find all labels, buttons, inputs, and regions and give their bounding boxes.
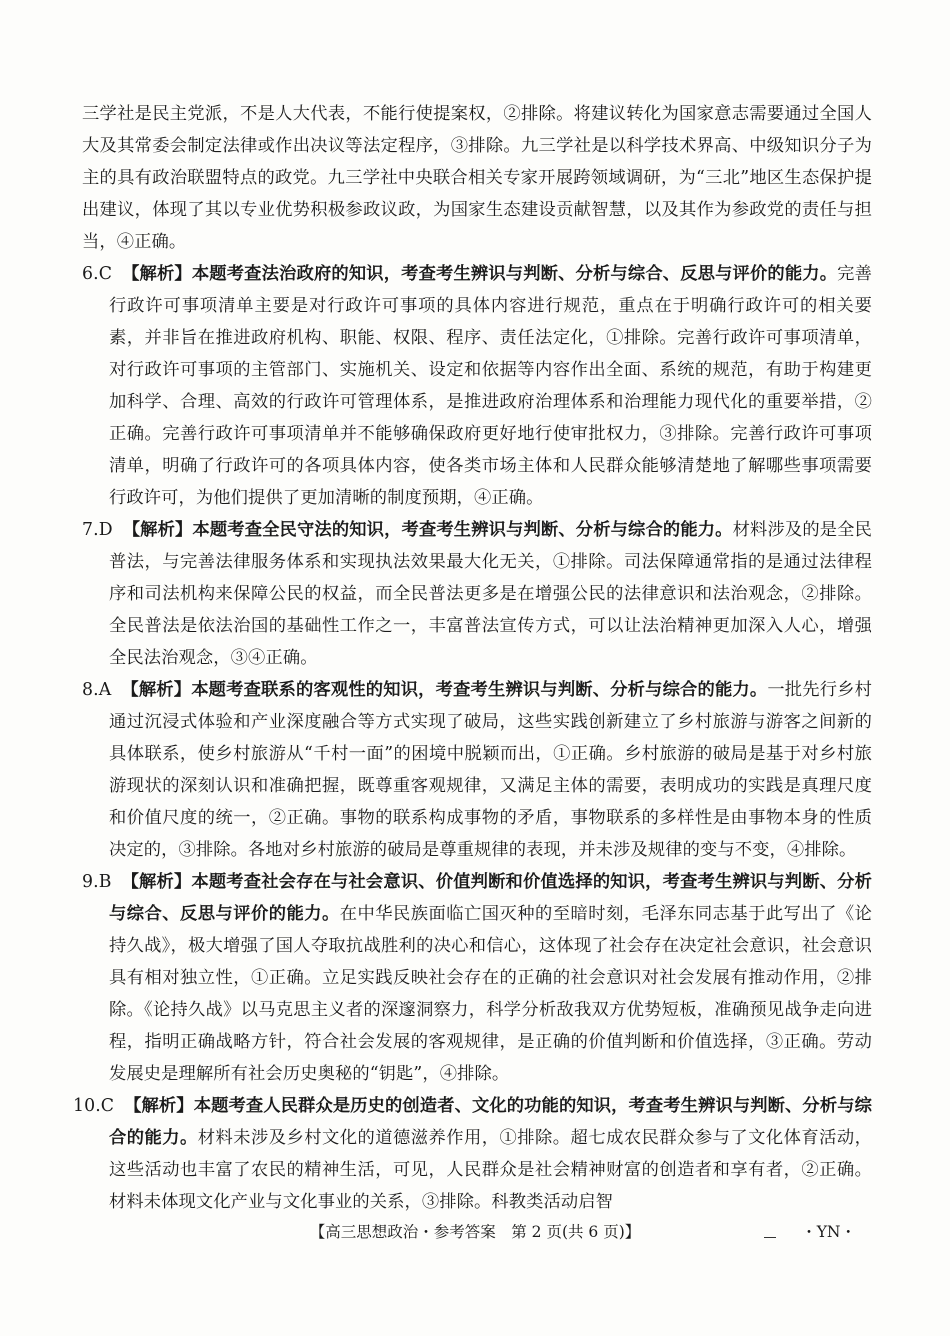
- question-number: 6.: [82, 264, 99, 284]
- footer-dash: [764, 1237, 776, 1238]
- continuation-paragraph: 三学社是民主党派，不是人大代表，不能行使提案权，②排除。将建议转化为国家意志需要通过全国人大及其常委会制定法律或作出决议等法定程序，③排除。九三学社是以科学技术界高、中级知识分子为主的具有政治联盟特点的政党。九三学社中央联合相关专家开展跨领域调研，为“三北”地区生态保护提出建议，体现了其以专业优势积极参政议政，为国家生态建设贡献智慧，以及其作为参政党的责任与担当，④正确。: [82, 104, 872, 252]
- analysis-text: 材料涉及的是全民普法，与完善法律服务体系和实现执法效果最大化无关，①排除。司法保障通常指的是通过法律程序和司法机构来保障公民的权益，而全民普法更多是在增强公民的法律意识和法治观念，②排除。全民普法是依法治国的基础性工作之一，丰富普法宣传方式，可以让法治精神更加深入人心，增强全民法治观念，③④正确。: [109, 520, 872, 668]
- analysis-text: 在中华民族面临亡国灭种的至暗时刻，毛泽东同志基于此写出了《论持久战》，极大增强了国人夺取抗战胜利的决心和信心，这体现了社会存在决定社会意识，社会意识具有相对独立性，①正确。立足实践反映社会存在的正确的社会意识对社会发展有推动作用，②排除。《论持久战》以马克思主义者的深邃洞察力，科学分析敌我双方优势短板，准确预见战争走向进程，指明正确战略方针，符合社会发展的客观规律，是正确的价值判断和价值选择，③正确。劳动发展史是理解所有社会历史奥秘的“钥匙”，④排除。: [109, 904, 872, 1084]
- question-number: 10.: [73, 1096, 101, 1116]
- answer-content: [73, 98, 872, 1218]
- answer-letter: A: [98, 680, 112, 700]
- analysis-heading: 【解析】本题考查人民群众是历史的创造者、文化的功能的知识，考查考生辨识与判断、分析与综合的能力。: [109, 1096, 872, 1148]
- analysis-heading: 【解析】本题考查联系的客观性的知识，考查考生辨识与判断、分析与综合的能力。: [121, 680, 768, 700]
- footer-code: ・YN・: [801, 1223, 856, 1241]
- answer-letter: B: [98, 872, 112, 892]
- analysis-text: 一批先行乡村通过沉浸式体验和产业深度融合等方式实现了破局，这些实践创新建立了乡村旅游与游客之间新的具体联系，使乡村旅游从“千村一面”的困境中脱颖而出，①正确。乡村旅游的破局是基于对乡村旅游现状的深刻认识和准确把握，既尊重客观规律，又满足主体的需要，表明成功的实践是真理尺度和价值尺度的统一，②正确。事物的联系构成事物的矛盾，事物联系的多样性是由事物本身的性质决定的，③排除。各地对乡村旅游的破局是尊重规律的表现，并未涉及规律的变与不变，④排除。: [109, 680, 872, 860]
- question-number: 8.: [82, 680, 99, 700]
- analysis-heading: 【解析】本题考查社会存在与社会意识、价值判断和价值选择的知识，考查考生辨识与判断、分析与综合、反思与评价的能力。: [109, 872, 872, 924]
- analysis-heading: 【解析】本题考查全民守法的知识，考查考生辨识与判断、分析与综合的能力。: [122, 520, 733, 540]
- analysis-text: 完善行政许可事项清单主要是对行政许可事项的具体内容进行规范，重点在于明确行政许可的相关要素，并非旨在推进政府机构、职能、权限、程序、责任法定化，①排除。完善行政许可事项清单，对行政许可事项的主管部门、实施机关、设定和依据等内容作出全面、系统的规范，有助于构建更加科学、合理、高效的行政许可管理体系，是推进政府治理体系和治理能力现代化的重要举措，②正确。完善行政许可事项清单并不能够确保政府更好地行使审批权力，③排除。完善行政许可事项清单，明确了行政许可的各项具体内容，使各类市场主体和人民群众能够清楚地了解哪些事项需要行政许可，为他们提供了更加清晰的制度预期，④正确。: [109, 264, 872, 508]
- question-6: [82, 258, 872, 514]
- question-9: [82, 866, 872, 1090]
- answer-letter: C: [98, 264, 113, 284]
- question-8: [82, 674, 872, 866]
- answer-letter: C: [100, 1096, 115, 1116]
- analysis-text: 材料未涉及乡村文化的道德滋养作用，①排除。超七成农民群众参与了文化体育活动，这些活动也丰富了农民的精神生活，可见，人民群众是社会精神财富的创造者和享有者，②正确。材料未体现文化产业与文化事业的关系，③排除。科教类活动启智: [109, 1128, 872, 1212]
- question-number: 9.: [82, 872, 99, 892]
- question-10: [73, 1090, 872, 1218]
- analysis-heading: 【解析】本题考查法治政府的知识，考查考生辨识与判断、分析与综合、反思与评价的能力。: [122, 264, 838, 284]
- page-footer: 【高三思想政治・参考答案 第 2 页(共 6 页)】: [309, 1223, 641, 1241]
- answer-letter: D: [98, 520, 113, 540]
- question-number: 7.: [82, 520, 99, 540]
- question-7: [82, 514, 872, 674]
